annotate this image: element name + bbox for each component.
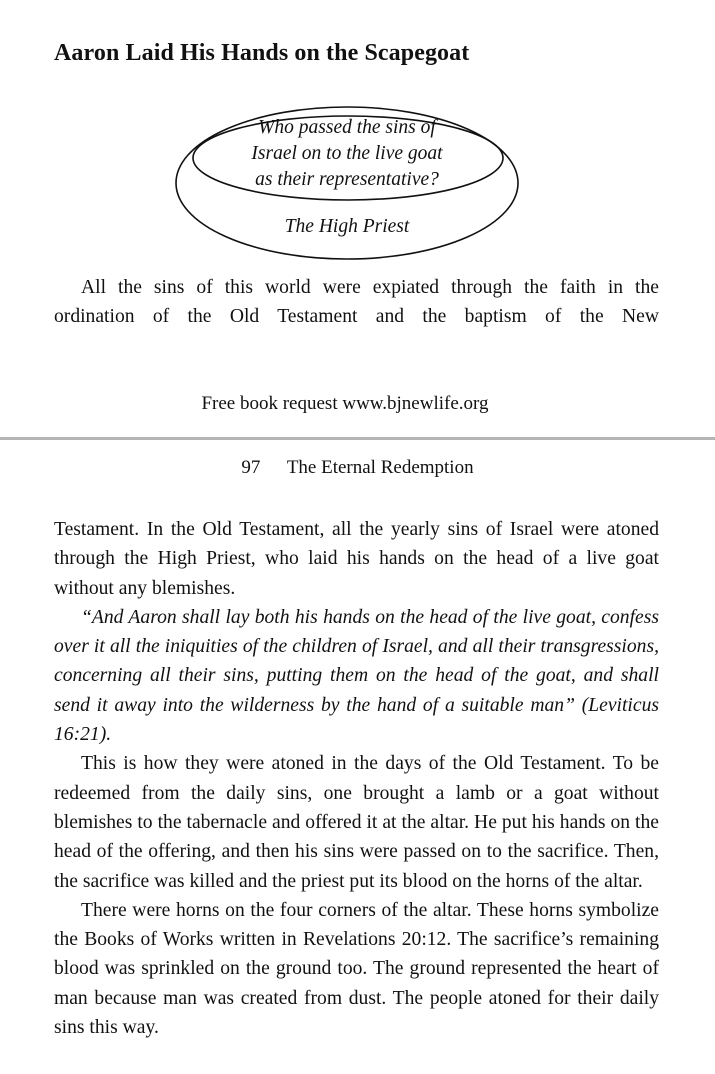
scripture-quote: “And Aaron shall lay both his hands on the head of the live goat, confess over it all the iniquities of the children of Israel, and all their transgressions, concerning all their sins, putting them on the head of the goat, and shall send it away into the wilderness by the hand of a suitable man” (Leviticus 16:21). (54, 606, 659, 746)
question-line: Israel on to the live goat (251, 143, 443, 164)
free-book-request: Free book request www.bjnewlife.org (201, 393, 489, 414)
body-paragraph: There were horns on the four corners of the altar. These horns symbolize the Books of Works written in Revelations 20:12. The sacrifice’s remaining blood was sprinkled on the ground too. The ground represented the heart of man because man was created from dust. The people atoned for their daily sins this way. (54, 899, 659, 1039)
body-paragraph: This is how they were atoned in the days of the Old Testament. To be redeemed from the daily sins, one brought a lamb or a goat without blemishes to the tabernacle and offered it at the altar. He put his hands on the head of the offering, and then his sins were passed on to the sacrifice. Then, the sacrifice was killed and the priest put its blood on the horns of the altar. (54, 753, 659, 892)
body-text (54, 515, 659, 1042)
question-answer-diagram (172, 104, 522, 264)
question-line: as their representative? (255, 169, 439, 190)
diagram-answer: The High Priest (284, 216, 410, 237)
body-paragraph: Testament. In the Old Testament, all the yearly sins of Israel were atoned through the High Priest, who laid his hands on the head of a live goat without any blemishes. (54, 519, 659, 599)
question-line: Who passed the sins of (258, 117, 436, 138)
running-header (0, 457, 715, 479)
diagram-question (172, 115, 522, 193)
intro-paragraph: All the sins of this world were expiated through the faith in the ordination of the Old Testament and the baptism of the New (54, 277, 659, 328)
chapter-title: Aaron Laid His Hands on the Scapegoat (54, 40, 470, 66)
page-divider (0, 437, 715, 440)
page-number: 97 (241, 457, 261, 478)
book-title: The Eternal Redemption (286, 457, 474, 478)
